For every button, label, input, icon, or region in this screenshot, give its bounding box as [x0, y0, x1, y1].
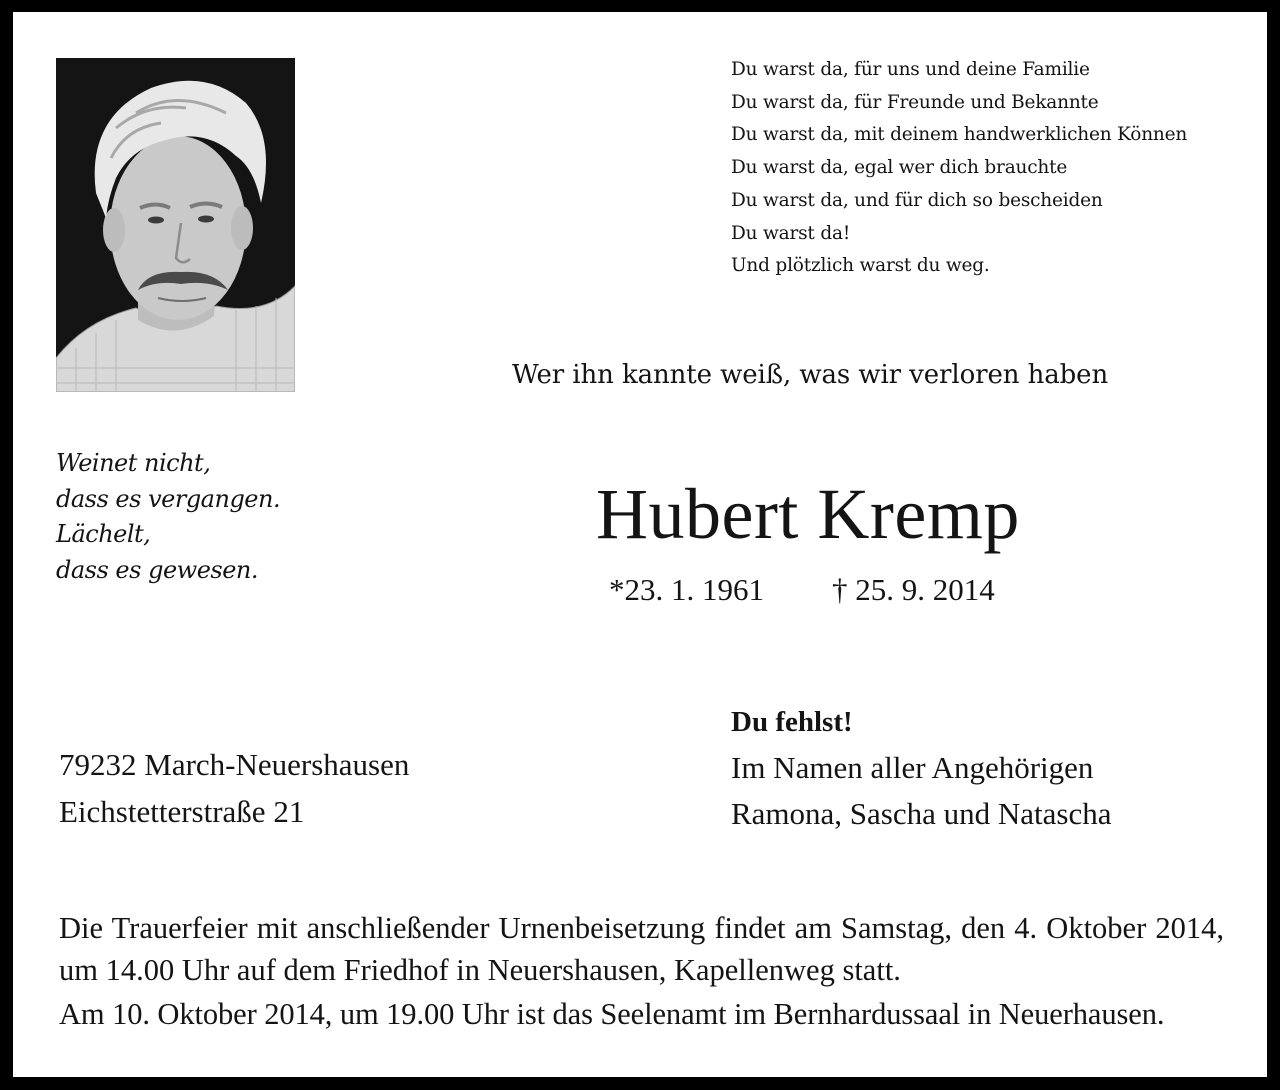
- poem-line: Du warst da, mit deinem handwerklichen Können: [731, 124, 1188, 146]
- poem-line: Du warst da, und für dich so bescheiden: [731, 189, 1103, 211]
- address-city: 79232 March-Neuershausen: [59, 747, 410, 782]
- signoff-names: Ramona, Sascha und Natascha: [731, 796, 1112, 831]
- poem-line: Du warst da, egal wer dich brauchte: [731, 157, 1068, 179]
- tagline: Wer ihn kannte weiß, was wir verloren haben: [512, 360, 1109, 390]
- quote-line: dass es gewesen.: [56, 555, 258, 584]
- poem-line: Du warst da, für Freunde und Bekannte: [731, 91, 1099, 113]
- address-street: Eichstetterstraße 21: [59, 793, 305, 829]
- mass-info: Am 10. Oktober 2014, um 19.00 Uhr ist das Seelenamt im Bernhardussaal in Neuerhausen.: [59, 997, 1165, 1031]
- life-dates: [609, 572, 995, 608]
- address: [59, 742, 409, 835]
- funeral-info: Die Trauerfeier mit anschließender Urnenbeisetzung findet am Samstag, den 4. Oktober 2014, um 14.00 Uhr auf dem Friedhof in Neuershausen, Kapellenweg statt.: [59, 911, 1224, 987]
- portrait-photo: [56, 58, 295, 392]
- service-details: [59, 907, 1224, 1035]
- signoff-line: Im Namen aller Angehörigen: [731, 750, 1094, 785]
- portrait-illustration: [56, 58, 295, 392]
- poem: [731, 54, 1251, 283]
- poem-line: Du warst da, für uns und deine Familie: [731, 59, 1090, 80]
- poem-line: Und plötzlich warst du weg.: [731, 255, 990, 277]
- quote-line: Lächelt,: [56, 520, 151, 548]
- deceased-name: Hubert Kremp: [596, 474, 1020, 554]
- quote-line: dass es vergangen.: [56, 484, 281, 513]
- birth-date: *23. 1. 1961: [609, 572, 764, 607]
- quote-line: Weinet nicht,: [56, 449, 211, 477]
- obituary-notice: [13, 12, 1267, 1077]
- signoff: [731, 699, 1112, 837]
- poem-line: Du warst da!: [731, 222, 851, 244]
- signoff-heading: Du fehlst!: [731, 706, 853, 738]
- death-date: † 25. 9. 2014: [832, 572, 995, 607]
- quote: [56, 446, 280, 588]
